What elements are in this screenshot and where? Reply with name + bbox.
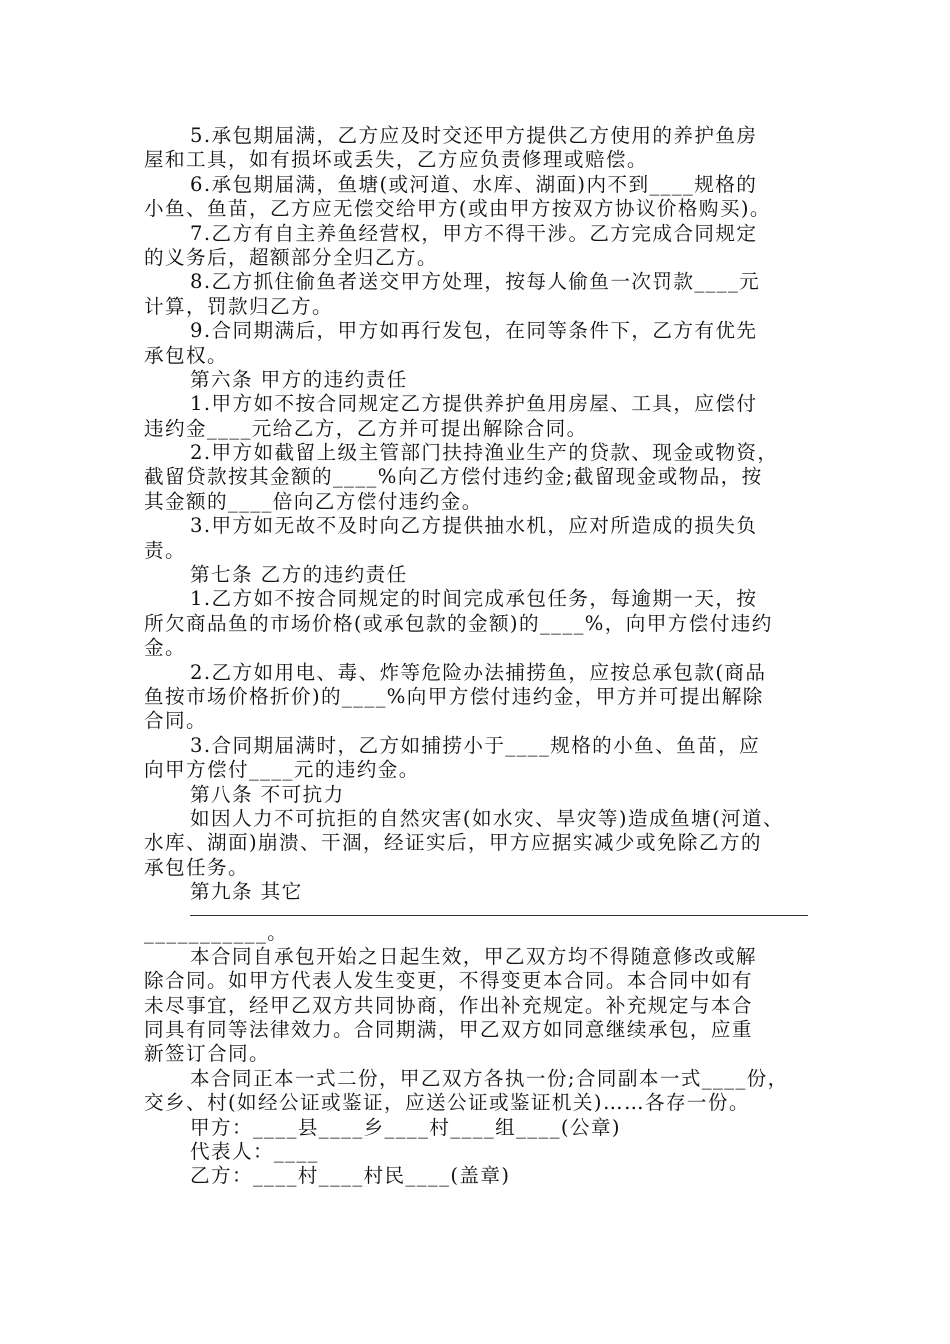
text-line: 向甲方偿付____元的违约金。	[144, 758, 420, 782]
text-line: 计算，罚款归乙方。	[144, 294, 333, 318]
text-line: 如因人力不可抗拒的自然灾害(如水灾、旱灾等)造成鱼塘(河道、	[190, 806, 784, 830]
text-line: 1.乙方如不按合同规定的时间完成承包任务，每逾期一天，按	[190, 587, 758, 611]
contract-page	[144, 124, 812, 1189]
text-line: 水库、湖面)崩溃、干涸，经证实后，甲方应据实减少或免除乙方的	[144, 831, 762, 855]
text-line: 第八条 不可抗力	[190, 782, 345, 806]
text-line: 鱼按市场价格折价)的____%向甲方偿付违约金，甲方并可提出解除	[144, 684, 764, 708]
text-line: 合同。	[144, 709, 207, 733]
text-line: 屋和工具，如有损坏或丢失，乙方应负责修理或赔偿。	[144, 148, 648, 172]
text-line: 2.乙方如用电、毒、炸等危险办法捕捞鱼，应按总承包款(商品	[190, 660, 767, 684]
contract-clauses	[144, 124, 812, 905]
text-line: 除合同。如甲方代表人发生变更，不得变更本合同。本合同中如有	[144, 969, 753, 993]
text-line: 5.承包期届满，乙方应及时交还甲方提供乙方使用的养护鱼房	[190, 124, 758, 147]
text-line: 小鱼、鱼苗，乙方应无偿交给甲方(或由甲方按双方协议价格购买)。	[144, 197, 771, 221]
text-line: 截留贷款按其金额的____%向乙方偿付违约金;截留现金或物品，按	[144, 465, 763, 489]
text-line: 乙方：____村____村民____(盖章)	[190, 1164, 511, 1188]
text-line: 违约金____元给乙方，乙方并可提出解除合同。	[144, 416, 588, 440]
text-line: 第六条 甲方的违约责任	[190, 367, 408, 391]
text-line: 7.乙方有自主养鱼经营权，甲方不得干涉。乙方完成合同规定	[190, 221, 758, 245]
text-line: 代表人：____	[190, 1140, 319, 1164]
text-line: 责。	[144, 538, 186, 562]
text-line: 2.甲方如截留上级主管部门扶持渔业生产的贷款、现金或物资，	[190, 441, 779, 465]
text-line: 新签订合同。	[144, 1042, 270, 1066]
text-line: 承包权。	[144, 343, 228, 367]
rule-tail: ___________。	[144, 920, 289, 944]
text-line: 的义务后，超额部分全归乙方。	[144, 245, 438, 269]
text-line: 所欠商品鱼的市场价格(或承包款的金额)的____%，向甲方偿付违约	[144, 611, 773, 635]
text-line: 其金额的____倍向乙方偿付违约金。	[144, 489, 483, 513]
text-line: 9.合同期满后，甲方如再行发包，在同等条件下，乙方有优先	[190, 319, 758, 343]
text-line: 交乡、村(如经公证或鉴证，应送公证或鉴证机关)……各存一份。	[144, 1091, 750, 1115]
text-line: 本合同正本一式二份，甲乙双方各执一份;合同副本一式____份，	[190, 1066, 789, 1090]
text-line: 第七条 乙方的违约责任	[190, 563, 408, 587]
text-line: 1.甲方如不按合同规定乙方提供养护鱼用房屋、工具，应偿付	[190, 392, 758, 416]
text-line: 甲方：____县____乡____村____组____(公章)	[190, 1115, 621, 1139]
text-line: 同具有同等法律效力。合同期满，甲乙双方如同意继续承包，应重	[144, 1018, 753, 1042]
blank-rule	[190, 915, 808, 917]
contract-closing	[144, 945, 812, 1189]
text-line: 承包任务。	[144, 855, 249, 879]
text-line: 3.合同期届满时，乙方如捕捞小于____规格的小鱼、鱼苗，应	[190, 733, 761, 757]
text-line: 第九条 其它	[190, 880, 303, 904]
text-line: 本合同自承包开始之日起生效，甲乙双方均不得随意修改或解	[190, 944, 757, 968]
text-line: 金。	[144, 636, 186, 660]
text-line: 6.承包期届满，鱼塘(或河道、水库、湖面)内不到____规格的	[190, 172, 758, 196]
text-line: 未尽事宜，经甲乙双方共同协商，作出补充规定。补充规定与本合	[144, 993, 753, 1017]
text-line: 8.乙方抓住偷鱼者送交甲方处理，按每人偷鱼一次罚款____元	[190, 270, 761, 294]
text-line: 3.甲方如无故不及时向乙方提供抽水机，应对所造成的损失负	[190, 514, 758, 538]
